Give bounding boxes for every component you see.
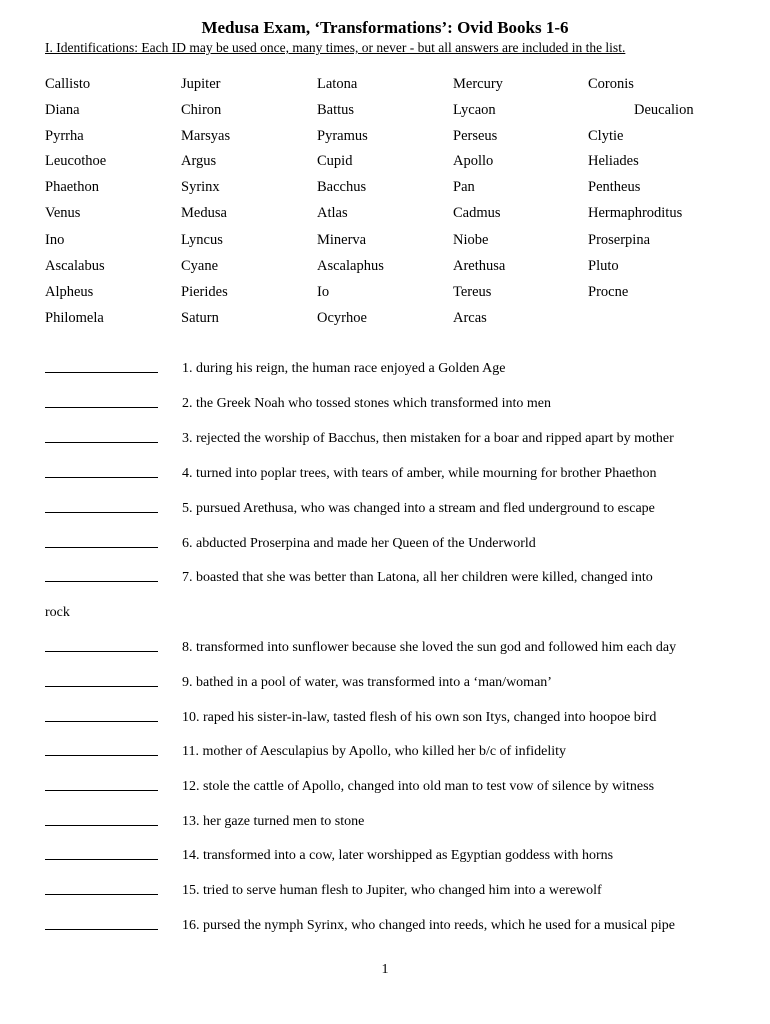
- answer-blank[interactable]: [45, 651, 158, 652]
- question-row: [0, 638, 770, 658]
- question-row: [0, 394, 770, 414]
- id-name: Tereus: [453, 284, 492, 300]
- answer-blank[interactable]: [45, 686, 158, 687]
- id-name: Pierides: [181, 284, 228, 300]
- id-name: Coronis: [588, 76, 634, 92]
- id-name: Saturn: [181, 310, 219, 326]
- question-row: [0, 359, 770, 379]
- id-name: Hermaphroditus: [588, 205, 683, 221]
- question-row: [0, 499, 770, 519]
- id-name: Io: [317, 284, 330, 300]
- page-number: 1: [381, 962, 389, 977]
- id-name: Pluto: [588, 258, 619, 274]
- question-row: [0, 673, 770, 693]
- id-name: Perseus: [453, 128, 498, 144]
- question-text: 11. mother of Aesculapius by Apollo, who killed her b/c of infidelity: [182, 744, 567, 759]
- question-text: 2. the Greek Noah who tossed stones which transformed into men: [182, 396, 551, 411]
- question-text: 14. transformed into a cow, later worshipped as Egyptian goddess with horns: [182, 848, 614, 863]
- id-name: Ascalabus: [45, 258, 105, 274]
- answer-blank[interactable]: [45, 825, 158, 826]
- question-text: 4. turned into poplar trees, with tears of amber, while mourning for brother Phaethon: [182, 466, 657, 481]
- question-row: [0, 708, 770, 728]
- id-name: Apollo: [453, 153, 494, 169]
- answer-blank[interactable]: [45, 894, 158, 895]
- question-row: [0, 429, 770, 449]
- id-name: Mercury: [453, 76, 503, 92]
- id-name: Philomela: [45, 310, 104, 326]
- id-name: Latona: [317, 76, 358, 92]
- instructions: I. Identifications: Each ID may be used once, many times, or never - but all answers are included in the list.: [45, 40, 626, 55]
- question-row: [0, 777, 770, 797]
- answer-blank[interactable]: [45, 372, 158, 373]
- question-text: 16. pursed the nymph Syrinx, who changed into reeds, which he used for a musical pipe: [182, 918, 676, 933]
- id-name: Ino: [45, 232, 65, 248]
- id-name: Heliades: [588, 153, 639, 169]
- answer-blank[interactable]: [45, 477, 158, 478]
- answer-blank[interactable]: [45, 721, 158, 722]
- question-continuation: rock: [45, 605, 70, 620]
- answer-blank[interactable]: [45, 790, 158, 791]
- id-name: Battus: [317, 102, 355, 118]
- id-name: Clytie: [588, 128, 624, 144]
- id-name: Alpheus: [45, 284, 94, 300]
- question-row: [0, 812, 770, 832]
- question-text: 1. during his reign, the human race enjoyed a Golden Age: [182, 361, 506, 376]
- id-name: Procne: [588, 284, 629, 300]
- id-name: Pyramus: [317, 128, 368, 144]
- id-name: Cupid: [317, 153, 353, 169]
- id-name: Cyane: [181, 258, 219, 274]
- id-name: Minerva: [317, 232, 367, 248]
- id-name: Lycaon: [453, 102, 496, 118]
- answer-blank[interactable]: [45, 442, 158, 443]
- question-text: 15. tried to serve human flesh to Jupiter, who changed him into a werewolf: [182, 883, 602, 898]
- id-name: Deucalion: [634, 102, 694, 118]
- id-name: Niobe: [453, 232, 489, 248]
- question-row: [0, 464, 770, 484]
- page-title: Medusa Exam, ‘Transformations’: Ovid Books 1-6: [201, 18, 569, 37]
- id-name: Callisto: [45, 76, 91, 92]
- id-name: Syrinx: [181, 179, 220, 195]
- question-text: 7. boasted that she was better than Latona, all her children were killed, changed into: [182, 570, 653, 585]
- id-name: Cadmus: [453, 205, 501, 221]
- answer-blank[interactable]: [45, 859, 158, 860]
- question-row: [0, 881, 770, 901]
- answer-blank[interactable]: [45, 407, 158, 408]
- answer-blank[interactable]: [45, 581, 158, 582]
- question-text: 8. transformed into sunflower because she loved the sun god and followed him each day: [182, 640, 677, 655]
- question-row: [0, 534, 770, 554]
- id-name: Leucothoe: [45, 153, 107, 169]
- id-name: Bacchus: [317, 179, 367, 195]
- id-name: Jupiter: [181, 76, 221, 92]
- id-name: Medusa: [181, 205, 227, 221]
- id-name: Atlas: [317, 205, 348, 221]
- id-name: Diana: [45, 102, 80, 118]
- question-text: 3. rejected the worship of Bacchus, then mistaken for a boar and ripped apart by mother: [182, 431, 674, 446]
- question-text: 12. stole the cattle of Apollo, changed into old man to test vow of silence by witness: [182, 779, 655, 794]
- answer-blank[interactable]: [45, 755, 158, 756]
- id-name: Arcas: [453, 310, 487, 326]
- question-row: [0, 742, 770, 762]
- answer-blank[interactable]: [45, 929, 158, 930]
- question-row: [0, 846, 770, 866]
- id-name: Pentheus: [588, 179, 641, 195]
- id-name: Phaethon: [45, 179, 99, 195]
- id-name: Proserpina: [588, 232, 651, 248]
- question-row: [0, 916, 770, 936]
- id-name: Chiron: [181, 102, 222, 118]
- id-name: Marsyas: [181, 128, 231, 144]
- identification-list: [0, 0, 770, 340]
- id-name: Lyncus: [181, 232, 223, 248]
- id-name: Argus: [181, 153, 217, 169]
- id-name: Pan: [453, 179, 475, 195]
- question-text: 5. pursued Arethusa, who was changed into a stream and fled underground to escape: [182, 501, 655, 516]
- answer-blank[interactable]: [45, 512, 158, 513]
- question-text: 9. bathed in a pool of water, was transformed into a ‘man/woman’: [182, 675, 552, 690]
- question-text: 13. her gaze turned men to stone: [182, 814, 365, 829]
- id-name: Ocyrhoe: [317, 310, 367, 326]
- id-name: Pyrrha: [45, 128, 84, 144]
- id-name: Venus: [45, 205, 81, 221]
- id-name: Ascalaphus: [317, 258, 384, 274]
- question-text: 6. abducted Proserpina and made her Queen of the Underworld: [182, 536, 536, 551]
- answer-blank[interactable]: [45, 547, 158, 548]
- question-text: 10. raped his sister-in-law, tasted flesh of his own son Itys, changed into hoopoe bird: [182, 710, 657, 725]
- id-name: Arethusa: [453, 258, 506, 274]
- question-row: [0, 568, 770, 588]
